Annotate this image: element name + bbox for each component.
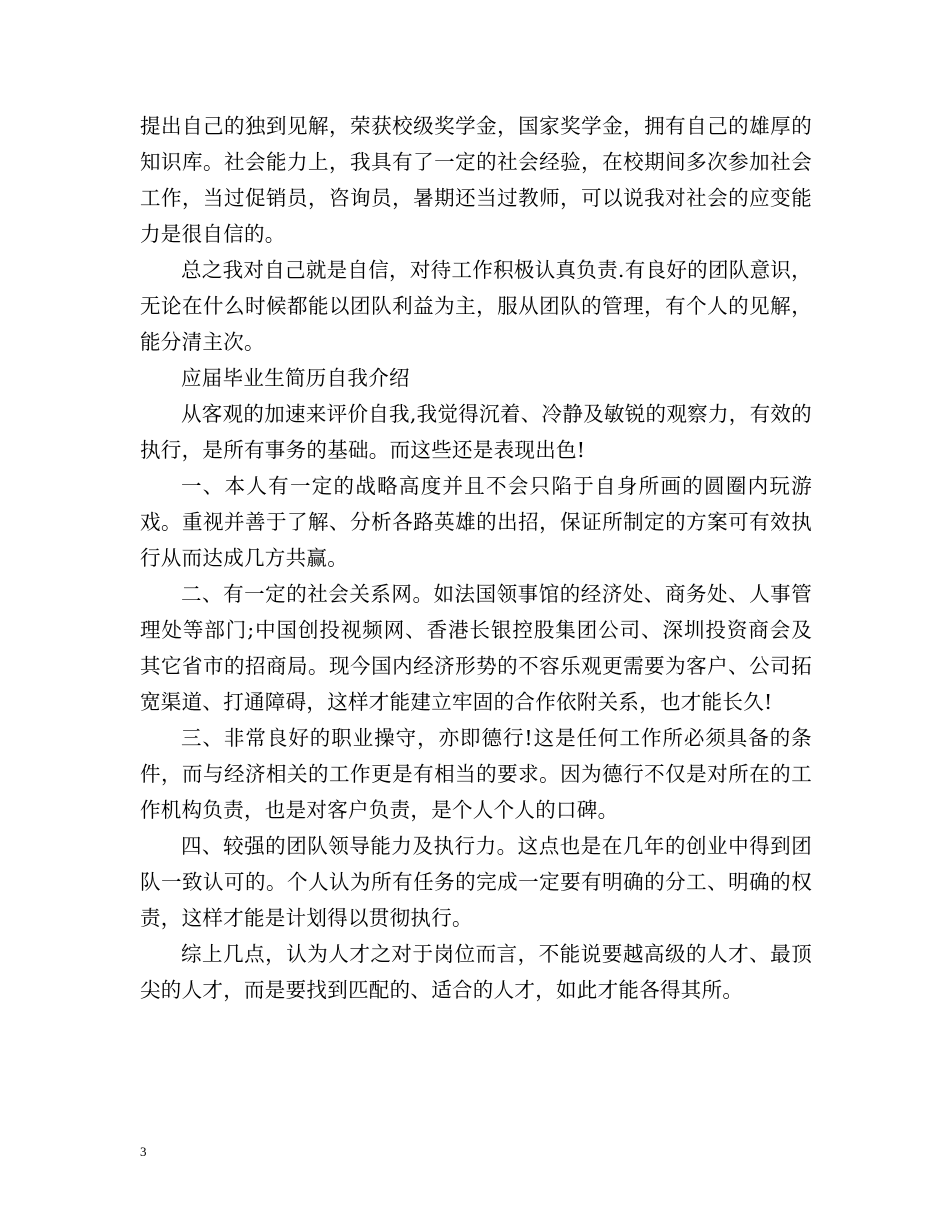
paragraph-6: 二、有一定的社会关系网。如法国领事馆的经济处、商务处、人事管理处等部门;中国创投视频网、香港长银控股集团公司、深圳投资商会及其它省市的招商局。现今国内经济形势的不容乐观更需要为客户、公司拓宽渠道、打通障碍，这样才能建立牢固的合作依附关系，也才能长久! — [140, 582, 812, 714]
paragraph-4: 从客观的加速来评价自我,我觉得沉着、冷静及敏锐的观察力，有效的执行，是所有事务的基础。而这些还是表现出色! — [140, 402, 812, 462]
paragraph-7: 三、非常良好的职业操守，亦即德行!这是任何工作所必须具备的条件，而与经济相关的工作更是有相当的要求。因为德行不仅是对所在的工作机构负责，也是对客户负责，是个人个人的口碑。 — [140, 726, 812, 822]
section-heading: 应届毕业生简历自我介绍 — [181, 366, 410, 390]
page-number: 3 — [140, 1144, 147, 1159]
paragraph-2: 总之我对自己就是自信，对待工作积极认真负责.有良好的团队意识，无论在什么时候都能以团队利益为主，服从团队的管理，有个人的见解，能分清主次。 — [140, 258, 812, 354]
paragraph-9: 综上几点，认为人才之对于岗位而言，不能说要越高级的人才、最顶尖的人才，而是要找到匹配的、适合的人才，如此才能各得其所。 — [140, 942, 812, 1002]
paragraph-8: 四、较强的团队领导能力及执行力。这点也是在几年的创业中得到团队一致认可的。个人认为所有任务的完成一定要有明确的分工、明确的权责，这样才能是计划得以贯彻执行。 — [140, 834, 812, 930]
document-body — [140, 108, 812, 1008]
paragraph-5: 一、本人有一定的战略高度并且不会只陷于自身所画的圆圈内玩游戏。重视并善于了解、分析各路英雄的出招，保证所制定的方案可有效执行从而达成几方共赢。 — [140, 474, 812, 570]
paragraph-1: 提出自己的独到见解，荣获校级奖学金，国家奖学金，拥有自己的雄厚的知识库。社会能力上，我具有了一定的社会经验，在校期间多次参加社会工作，当过促销员，咨询员，暑期还当过教师，可以说我对社会的应变能力是很自信的。 — [140, 114, 812, 246]
